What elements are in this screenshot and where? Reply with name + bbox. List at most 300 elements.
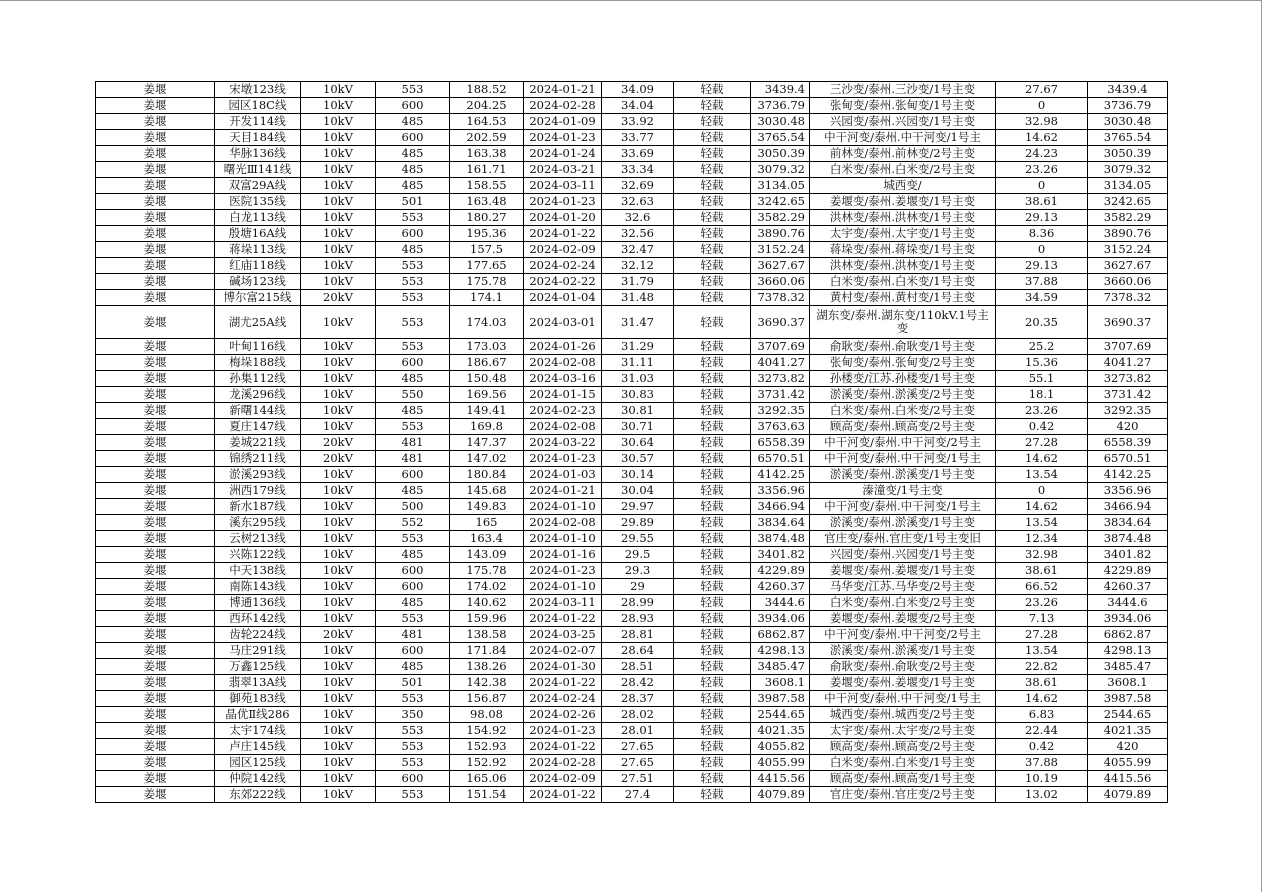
table-cell: 2024-01-10 (524, 499, 602, 515)
table-cell: 姜堰 (96, 178, 215, 194)
table-cell: 169.56 (450, 387, 524, 403)
table-cell: 姜堰 (96, 355, 215, 371)
table-cell: 14.62 (996, 691, 1088, 707)
table-cell: 20kV (301, 451, 376, 467)
table-cell: 29.13 (996, 258, 1088, 274)
table-cell: 姜堰 (96, 258, 215, 274)
table-cell: 27.51 (602, 771, 674, 787)
table-cell: 3582.29 (1088, 210, 1168, 226)
table-cell: 202.59 (450, 130, 524, 146)
table-cell: 138.26 (450, 659, 524, 675)
table-cell: 3134.05 (751, 178, 810, 194)
table-cell: 27.67 (996, 82, 1088, 98)
table-cell: 98.08 (450, 707, 524, 723)
table-cell: 轻载 (674, 451, 751, 467)
table-cell: 10kV (301, 563, 376, 579)
table-cell: 轻载 (674, 306, 751, 339)
table-cell: 10kV (301, 194, 376, 210)
table-cell: 10kV (301, 98, 376, 114)
table-cell: 600 (376, 226, 450, 242)
table-cell: 2544.65 (751, 707, 810, 723)
table-cell: 29.89 (602, 515, 674, 531)
table-cell: 姜堰 (96, 114, 215, 130)
table-cell: 龙溪296线 (215, 387, 301, 403)
table-cell: 175.78 (450, 563, 524, 579)
table-cell: 姜堰 (96, 226, 215, 242)
table-cell: 29.13 (996, 210, 1088, 226)
table-cell: 29.5 (602, 547, 674, 563)
table-cell: 3401.82 (1088, 547, 1168, 563)
table-cell: 2024-01-30 (524, 659, 602, 675)
table-cell: 2024-01-10 (524, 579, 602, 595)
table-cell: 2024-01-22 (524, 675, 602, 691)
table-cell: 锦绣211线 (215, 451, 301, 467)
table-cell: 10kV (301, 371, 376, 387)
table-cell: 黄村变/泰州.黄村变/1号主变 (810, 290, 996, 306)
table-cell: 31.48 (602, 290, 674, 306)
table-cell: 32.56 (602, 226, 674, 242)
table-cell: 6862.87 (1088, 627, 1168, 643)
table-cell: 158.55 (450, 178, 524, 194)
table-cell: 3627.67 (1088, 258, 1168, 274)
table-cell: 10.19 (996, 771, 1088, 787)
table-cell: 32.69 (602, 178, 674, 194)
table-cell: 白米变/泰州.白米变/2号主变 (810, 595, 996, 611)
table-cell: 3292.35 (1088, 403, 1168, 419)
table-cell: 顾高变/泰州.顾高变/2号主变 (810, 419, 996, 435)
table-cell: 163.48 (450, 194, 524, 210)
table-cell: 3987.58 (1088, 691, 1168, 707)
table-cell: 3707.69 (1088, 339, 1168, 355)
table-cell: 3439.4 (1088, 82, 1168, 98)
table-cell: 10kV (301, 114, 376, 130)
table-cell: 10kV (301, 162, 376, 178)
table-row (96, 339, 1168, 355)
table-cell: 姜堰 (96, 579, 215, 595)
table-cell: 32.6 (602, 210, 674, 226)
table-cell: 553 (376, 274, 450, 290)
table-row (96, 355, 1168, 371)
table-cell: 32.98 (996, 547, 1088, 563)
table-cell: 147.37 (450, 435, 524, 451)
table-cell: 轻载 (674, 290, 751, 306)
table-cell: 28.99 (602, 595, 674, 611)
table-cell: 10kV (301, 258, 376, 274)
table-cell: 中干河变/泰州.中干河变/1号主 (810, 499, 996, 515)
table-cell: 俞耿变/泰州.俞耿变/1号主变 (810, 339, 996, 355)
table-cell: 淤溪变/泰州.淤溪变/1号主变 (810, 643, 996, 659)
table-cell: 150.48 (450, 371, 524, 387)
table-cell: 兴陈122线 (215, 547, 301, 563)
table-cell: 3444.6 (1088, 595, 1168, 611)
table-cell: 2024-01-04 (524, 290, 602, 306)
table-cell: 轻载 (674, 787, 751, 803)
table-cell: 28.81 (602, 627, 674, 643)
table-cell: 143.09 (450, 547, 524, 563)
table-cell: 齿轮224线 (215, 627, 301, 643)
table-cell: 2024-01-22 (524, 739, 602, 755)
table-cell: 55.1 (996, 371, 1088, 387)
table-cell: 轻载 (674, 691, 751, 707)
table-cell: 420 (1088, 739, 1168, 755)
table-row (96, 483, 1168, 499)
table-cell: 碱场123线 (215, 274, 301, 290)
table-cell: 0 (996, 98, 1088, 114)
table-cell: 翡翠13A线 (215, 675, 301, 691)
table-cell: 188.52 (450, 82, 524, 98)
table-cell: 10kV (301, 691, 376, 707)
table-cell: 485 (376, 178, 450, 194)
table-cell: 姜堰 (96, 611, 215, 627)
table-cell: 轻载 (674, 595, 751, 611)
table-cell: 姜堰 (96, 146, 215, 162)
table-row (96, 499, 1168, 515)
table-cell: 2024-03-25 (524, 627, 602, 643)
table-row (96, 242, 1168, 258)
table-cell: 10kV (301, 387, 376, 403)
table-cell: 姜堰 (96, 242, 215, 258)
table-cell: 485 (376, 403, 450, 419)
table-row (96, 659, 1168, 675)
table-cell: 马华变/江苏.马华变/2号主变 (810, 579, 996, 595)
table-cell: 3765.54 (751, 130, 810, 146)
table-row (96, 691, 1168, 707)
table-cell: 7378.32 (751, 290, 810, 306)
table-cell: 10kV (301, 739, 376, 755)
table-row (96, 531, 1168, 547)
table-cell: 4021.35 (751, 723, 810, 739)
table-cell: 0 (996, 178, 1088, 194)
table-cell: 553 (376, 339, 450, 355)
table-cell: 3690.37 (751, 306, 810, 339)
table-cell: 180.27 (450, 210, 524, 226)
table-cell: 38.61 (996, 675, 1088, 691)
table-cell: 32.98 (996, 114, 1088, 130)
table-cell: 4142.25 (751, 467, 810, 483)
table-cell: 500 (376, 499, 450, 515)
table-cell: 501 (376, 194, 450, 210)
table-cell: 3736.79 (1088, 98, 1168, 114)
table-cell: 3356.96 (751, 483, 810, 499)
table-cell: 3401.82 (751, 547, 810, 563)
table-cell: 姜堰 (96, 483, 215, 499)
table-cell: 姜堰 (96, 563, 215, 579)
table-cell: 兴园变/泰州.兴园变/1号主变 (810, 114, 996, 130)
table-cell: 13.54 (996, 643, 1088, 659)
table-cell: 宋墩123线 (215, 82, 301, 98)
table-cell: 3890.76 (751, 226, 810, 242)
table-cell: 2024-02-07 (524, 643, 602, 659)
table-cell: 27.65 (602, 755, 674, 771)
table-cell: 姜堰 (96, 162, 215, 178)
table-cell: 洪林变/泰州.洪林变/1号主变 (810, 258, 996, 274)
table-cell: 姜堰 (96, 547, 215, 563)
table-row (96, 194, 1168, 210)
table-cell: 姜堰变/泰州.姜堰变/1号主变 (810, 675, 996, 691)
table-cell: 10kV (301, 595, 376, 611)
table-cell: 31.29 (602, 339, 674, 355)
table-cell: 14.62 (996, 451, 1088, 467)
table-cell: 4298.13 (1088, 643, 1168, 659)
table-cell: 6570.51 (1088, 451, 1168, 467)
table-cell: 官庄变/泰州.官庄变/2号主变 (810, 787, 996, 803)
table-cell: 553 (376, 755, 450, 771)
table-cell: 姜堰 (96, 499, 215, 515)
table-cell: 姜堰 (96, 290, 215, 306)
table-cell: 3030.48 (1088, 114, 1168, 130)
table-cell: 10kV (301, 306, 376, 339)
table-cell: 0.42 (996, 739, 1088, 755)
table-cell: 66.52 (996, 579, 1088, 595)
table-cell: 553 (376, 290, 450, 306)
table-cell: 10kV (301, 483, 376, 499)
table-cell: 姜堰变/泰州.姜堰变/2号主变 (810, 611, 996, 627)
table-cell: 24.23 (996, 146, 1088, 162)
table-cell: 3707.69 (751, 339, 810, 355)
table-row (96, 435, 1168, 451)
table-cell: 3934.06 (751, 611, 810, 627)
table-cell: 10kV (301, 707, 376, 723)
table-cell: 4021.35 (1088, 723, 1168, 739)
table-cell: 600 (376, 579, 450, 595)
table-row (96, 226, 1168, 242)
table-cell: 轻载 (674, 403, 751, 419)
table-cell: 白米变/泰州.白米变/1号主变 (810, 274, 996, 290)
table-row (96, 739, 1168, 755)
table-cell: 31.03 (602, 371, 674, 387)
table-cell: 溪东295线 (215, 515, 301, 531)
table-cell: 西环142线 (215, 611, 301, 627)
table-cell: 10kV (301, 771, 376, 787)
table-cell: 151.54 (450, 787, 524, 803)
table-cell: 6558.39 (1088, 435, 1168, 451)
table-cell: 晶优Ⅱ线286 (215, 707, 301, 723)
table-cell: 33.34 (602, 162, 674, 178)
table-cell: 姜堰 (96, 210, 215, 226)
table-cell: 553 (376, 739, 450, 755)
table-cell: 3765.54 (1088, 130, 1168, 146)
table-cell: 2024-03-11 (524, 595, 602, 611)
table-cell: 0 (996, 242, 1088, 258)
table-cell: 180.84 (450, 467, 524, 483)
table-cell: 顾高变/泰州.顾高变/2号主变 (810, 739, 996, 755)
table-cell: 东郊222线 (215, 787, 301, 803)
table-cell: 姜堰 (96, 787, 215, 803)
table-cell: 553 (376, 82, 450, 98)
table-cell: 殷塘16A线 (215, 226, 301, 242)
table-cell: 485 (376, 547, 450, 563)
table-row (96, 451, 1168, 467)
table-cell: 4415.56 (751, 771, 810, 787)
table-cell: 7.13 (996, 611, 1088, 627)
table-cell: 轻载 (674, 531, 751, 547)
table-cell: 485 (376, 242, 450, 258)
table-row (96, 675, 1168, 691)
table-cell: 2024-02-09 (524, 242, 602, 258)
table-cell: 4260.37 (751, 579, 810, 595)
table-cell: 轻载 (674, 659, 751, 675)
table-cell: 三沙变/泰州.三沙变/1号主变 (810, 82, 996, 98)
table-cell: 37.88 (996, 755, 1088, 771)
table-cell: 553 (376, 258, 450, 274)
table-cell: 白龙113线 (215, 210, 301, 226)
table-cell: 600 (376, 98, 450, 114)
table-cell: 29.97 (602, 499, 674, 515)
table-cell: 2024-02-23 (524, 403, 602, 419)
table-cell: 481 (376, 451, 450, 467)
table-cell: 553 (376, 419, 450, 435)
table-cell: 姜堰 (96, 515, 215, 531)
table-cell: 姜堰 (96, 643, 215, 659)
table-cell: 553 (376, 611, 450, 627)
table-cell: 3242.65 (751, 194, 810, 210)
table-cell: 张甸变/泰州.张甸变/2号主变 (810, 355, 996, 371)
table-cell: 轻载 (674, 707, 751, 723)
table-cell: 32.63 (602, 194, 674, 210)
table-cell: 4055.99 (751, 755, 810, 771)
table-cell: 3356.96 (1088, 483, 1168, 499)
table-cell: 淤溪变/泰州.淤溪变/1号主变 (810, 515, 996, 531)
table-cell: 550 (376, 387, 450, 403)
table-cell: 29.55 (602, 531, 674, 547)
table-cell: 4055.99 (1088, 755, 1168, 771)
table-cell: 10kV (301, 82, 376, 98)
table-cell: 38.61 (996, 194, 1088, 210)
table-cell: 27.28 (996, 435, 1088, 451)
table-cell: 轻载 (674, 178, 751, 194)
table-cell: 仲院142线 (215, 771, 301, 787)
table-row (96, 755, 1168, 771)
table-cell: 轻载 (674, 419, 751, 435)
table-cell: 4229.89 (1088, 563, 1168, 579)
table-cell: 2024-01-26 (524, 339, 602, 355)
table-cell: 30.57 (602, 451, 674, 467)
table-cell: 28.02 (602, 707, 674, 723)
table-cell: 159.96 (450, 611, 524, 627)
table-cell: 孙楼变/江苏.孙楼变/1号主变 (810, 371, 996, 387)
table-cell: 洪林变/泰州.洪林变/1号主变 (810, 210, 996, 226)
table-cell: 3731.42 (751, 387, 810, 403)
table-cell: 174.02 (450, 579, 524, 595)
table-cell: 轻载 (674, 739, 751, 755)
table-cell: 轻载 (674, 130, 751, 146)
table-cell: 3660.06 (751, 274, 810, 290)
table-cell: 350 (376, 707, 450, 723)
table-cell: 10kV (301, 579, 376, 595)
table-cell: 轻载 (674, 611, 751, 627)
table-cell: 485 (376, 114, 450, 130)
table-cell: 165.06 (450, 771, 524, 787)
table-cell: 163.38 (450, 146, 524, 162)
table-cell: 姜堰 (96, 707, 215, 723)
table-cell: 孙集112线 (215, 371, 301, 387)
table-cell: 6570.51 (751, 451, 810, 467)
table-cell: 6862.87 (751, 627, 810, 643)
table-cell: 28.64 (602, 643, 674, 659)
table-cell: 3690.37 (1088, 306, 1168, 339)
table-cell: 3050.39 (751, 146, 810, 162)
table-cell: 姜堰 (96, 531, 215, 547)
table-cell: 18.1 (996, 387, 1088, 403)
table-cell: 149.41 (450, 403, 524, 419)
table-cell: 华脉136线 (215, 146, 301, 162)
table-cell: 6.83 (996, 707, 1088, 723)
table-cell: 万鑫125线 (215, 659, 301, 675)
table-cell: 553 (376, 210, 450, 226)
table-row (96, 643, 1168, 659)
table-cell: 156.87 (450, 691, 524, 707)
table-cell: 姜堰 (96, 771, 215, 787)
table-cell: 22.82 (996, 659, 1088, 675)
table-cell: 3050.39 (1088, 146, 1168, 162)
table-cell: 姜堰 (96, 306, 215, 339)
table-cell: 13.54 (996, 467, 1088, 483)
table-cell: 34.59 (996, 290, 1088, 306)
table-cell: 3874.48 (751, 531, 810, 547)
table-cell: 4415.56 (1088, 771, 1168, 787)
table-cell: 0.42 (996, 419, 1088, 435)
table-cell: 2024-03-11 (524, 178, 602, 194)
table-cell: 轻载 (674, 627, 751, 643)
table-cell: 600 (376, 643, 450, 659)
table-cell: 23.26 (996, 595, 1088, 611)
table-cell: 洲西179线 (215, 483, 301, 499)
table-cell: 白米变/泰州.白米变/2号主变 (810, 162, 996, 178)
table-cell: 30.81 (602, 403, 674, 419)
table-cell: 梅垛188线 (215, 355, 301, 371)
table-cell: 轻载 (674, 483, 751, 499)
table-cell: 10kV (301, 355, 376, 371)
table-cell: 2024-01-23 (524, 723, 602, 739)
table-cell: 33.92 (602, 114, 674, 130)
table-cell: 3292.35 (751, 403, 810, 419)
table-cell: 淤溪变/泰州.淤溪变/2号主变 (810, 387, 996, 403)
table-cell: 2024-01-24 (524, 146, 602, 162)
table-cell: 姜堰 (96, 691, 215, 707)
table-cell: 轻载 (674, 547, 751, 563)
table-cell: 兴园变/泰州.兴园变/1号主变 (810, 547, 996, 563)
table-cell: 轻载 (674, 579, 751, 595)
table-cell: 中天138线 (215, 563, 301, 579)
table-row (96, 403, 1168, 419)
table-cell: 云树213线 (215, 531, 301, 547)
table-cell: 481 (376, 435, 450, 451)
table-cell: 张甸变/泰州.张甸变/1号主变 (810, 98, 996, 114)
page-border-top (0, 0, 1262, 1)
table-cell: 140.62 (450, 595, 524, 611)
table-cell: 171.84 (450, 643, 524, 659)
table-cell: 2024-03-16 (524, 371, 602, 387)
table-cell: 姜堰 (96, 467, 215, 483)
table-cell: 淤溪变/泰州.淤溪变/1号主变 (810, 467, 996, 483)
table-row (96, 306, 1168, 339)
table-cell: 23.26 (996, 403, 1088, 419)
table-row (96, 98, 1168, 114)
table-cell: 轻载 (674, 146, 751, 162)
table-row (96, 178, 1168, 194)
table-cell: 轻载 (674, 162, 751, 178)
table-cell: 485 (376, 146, 450, 162)
table-cell: 城西变/泰州.城西变/2号主变 (810, 707, 996, 723)
table-cell: 3582.29 (751, 210, 810, 226)
table-cell: 553 (376, 691, 450, 707)
table-cell: 姜堰 (96, 387, 215, 403)
table-cell: 溱潼变/1号主变 (810, 483, 996, 499)
table-row (96, 595, 1168, 611)
table-cell: 轻载 (674, 723, 751, 739)
table-cell: 163.4 (450, 531, 524, 547)
table-cell: 马庄291线 (215, 643, 301, 659)
